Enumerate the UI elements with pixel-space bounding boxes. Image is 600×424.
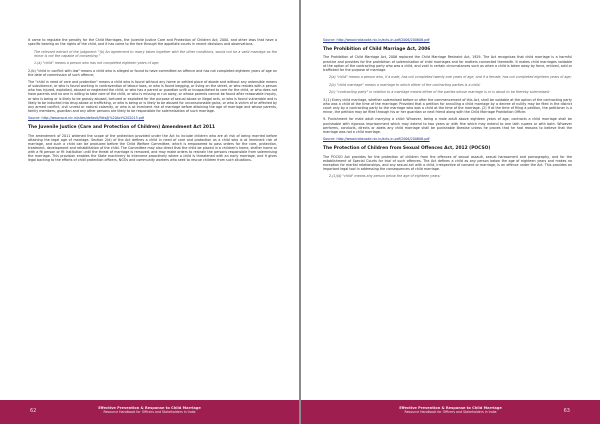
section-heading: The Juvenile Justice (Care and Protection of Children) Amendment Act 2011 xyxy=(28,125,216,131)
quoted-clause: 2(a) "child" means a person who, if a male, has not completed twenty-one years of age, and if a female, has not completed eighteen years of age; xyxy=(329,75,572,80)
quoted-clause: 1.(a) "child" means a person who has not completed eighteen years of age; xyxy=(34,61,160,66)
body-paragraph: The Prohibition of Child Marriage Act, 2006 replaced the Child Marriage Restraint Act, 1929. The Act recognises that child marriage is a harmful practice and provides for the prohibition of solemnisation of child marriages and for matters connected therewith. It makes child marriages voidable at the option of the contracting party who was a child, and void in certain circumstances such as when a child is taken away by force, enticed, sold or trafficked for the purpose of marriage. xyxy=(323,55,572,72)
footer-subtitle: Resource Handbook for Officers and Stakeholders in India xyxy=(103,410,196,415)
body-paragraph: The "child in need of care and protection" means a child who is found without any home or settled place of abode and without any ostensible means of subsistence, or who is found working in contravention of labour laws, or who is found begging, or living on the street, or who resides with a person who has injured, exploited, abused or neglected the child, or who has a parent or guardian unfit or incapacitated to care for the child, or who does not have parents and no one is willing to take care of the child, or who is missing or run away, or whose parents cannot be found after reasonable inquiry, or who is being or is likely to be grossly abused, tortured or exploited for the purpose of sexual abuse or illegal acts, or who is found vulnerable and is likely to be inducted into drug abuse or trafficking, or who is being or is likely to be abused for unconscionable gains, or who is victim of or affected by any armed conflict, civil unrest or natural calamity, or who is at imminent risk of marriage before attaining the age of marriage and whose parents, family members, guardian and any other persons are likely to be responsible for solemnisation of such marriage. xyxy=(28,80,277,113)
footer-text xyxy=(301,406,600,414)
left-page-footer xyxy=(0,400,299,424)
quoted-clause: The relevant extract of the judgment: "(b) An agreement to marry taken together with the other conditions, would not be a valid marriage as the minor is not the capable of consenting." xyxy=(34,49,277,58)
left-page-content xyxy=(28,38,277,394)
source-link[interactable]: Source: http://www.indiacode.nic.in/acts-in-pdf/2006/200606.pdf xyxy=(323,137,430,142)
source-link[interactable]: Source: http://www.wcd.nic.in/sites/default/files/JJ%20Act%202015.pdf xyxy=(28,116,145,121)
right-page xyxy=(301,0,600,424)
body-paragraph: It came to regulate the penalty for the Child Marriages, the Juvenile Justice Care and Protection of Children Act, 2000, and other laws that have a specific bearing on the rights of the child, and it has come to the fore through the appellate courts in recent decisions and observations. xyxy=(28,38,277,47)
page-number: 63 xyxy=(563,408,570,414)
section-heading: The Prohibition of Child Marriage Act, 2006 xyxy=(323,47,431,53)
page-number: 62 xyxy=(30,408,37,414)
body-paragraph: 2.(b) "child in conflict with law" means a child who is alleged or found to have committed an offence and has not completed eighteen years of age on the date of commission of such offence; xyxy=(28,68,277,77)
right-page-content xyxy=(323,38,572,394)
source-link[interactable]: Source: http://www.indiacode.nic.in/acts-in-pdf/2006/200606.pdf xyxy=(323,38,430,42)
body-paragraph: The POCSO Act provides for the protection of children from the offences of sexual assault, sexual harassment and pornography, and for the establishment of Special Courts for trial of such offences. The Act defines a child as any person below the age of eighteen years and makes no exception for marital relationships, and any sexual act with a child, irrespective of consent or marriage, is an offence under the Act. This provides an important legal tool in addressing the consequences of child marriage. xyxy=(323,154,572,171)
section-heading: The Protection of Children from Sexual Offences Act, 2012 (POCSO) xyxy=(323,146,491,152)
left-page xyxy=(0,0,299,424)
body-paragraph: The amendment of 2011 widened the scope of the protection provided under the Act to include children who are at risk of being married before attaining the legal age of marriage. Section 2(d) of the Act defines a child in need of care and protection as a child who is at imminent risk of marriage, and such a child can be produced before the Child Welfare Committee, which is empowered to pass orders for the care, protection, treatment, development and rehabilitation of the child. The Committee may also direct that the child be placed in a children's home, shelter home or with a fit person or fit institution until the threat of marriage is removed, and may make orders to restrain the persons responsible from solemnising the marriage. This provision enables the State machinery to intervene proactively where a child is threatened with an early marriage, and it gives legal backing to the efforts of child protection officers, NGOs and community workers who seek to rescue children from such situations. xyxy=(28,133,277,162)
quoted-clause: 2(b) "child marriage" means a marriage to which either of the contracting parties is a child; xyxy=(329,82,481,87)
footer-subtitle: Resource Handbook for Officers and Stakeholders in India xyxy=(404,410,497,415)
footer-title: Effective Prevention & Response to Child Marriage xyxy=(98,406,201,410)
body-paragraph: 9. Punishment for male adult marrying a child: Whoever, being a male adult above eighteen years of age, contracts a child marriage shall be punishable with rigorous imprisonment which may extend to two years or with fine which may extend to one lakh rupees or with both. Whoever performs, conducts, directs or abets any child marriage shall be punishable likewise unless he proves that he had reasons to believe that the marriage was not a child marriage. xyxy=(323,117,572,134)
footer-title: Effective Prevention & Response to Child Marriage xyxy=(399,406,502,410)
footer-text xyxy=(0,406,299,414)
quoted-clause: 2(c) "contracting party" in relation to a marriage means either of the parties whose marriage is or is about to be thereby solemnised; xyxy=(329,90,550,95)
body-paragraph: 3.(1) Every child marriage, whether solemnised before or after the commencement of this Act, shall be voidable at the option of the contracting party who was a child at the time of the marriage: Provided that a petition for annulling a child marriage by a decree of nullity may be filed in the district court only by a contracting party to the marriage who was a child at the time of the marriage. (2) If at the time of filing a petition, the petitioner is a minor, the petition may be filed through his or her guardian or next friend along with the Child Marriage Prohibition Officer. xyxy=(323,97,572,114)
right-page-footer xyxy=(301,400,600,424)
quoted-clause: 2.(1)(d) "child" means any person below the age of eighteen years; xyxy=(329,174,441,179)
